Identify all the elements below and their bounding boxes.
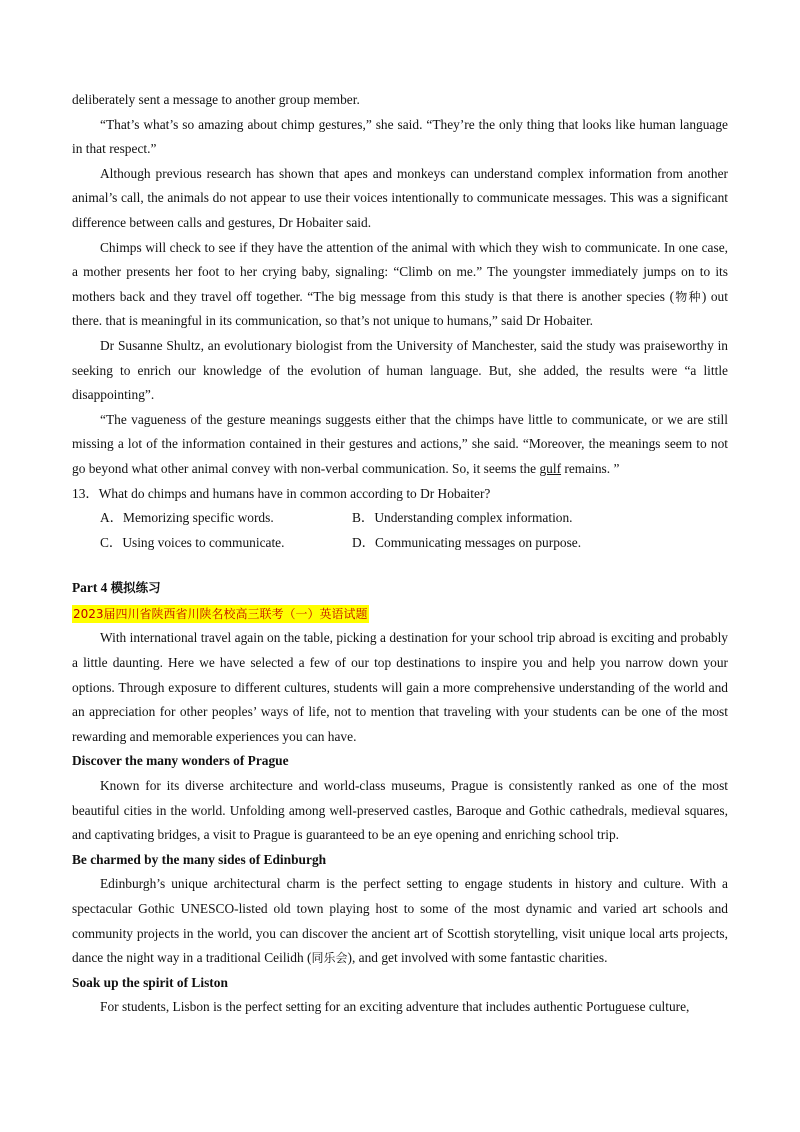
paragraph: Although previous research has shown that apes and monkeys can understand complex information from another animal’s call, the animals do not appear to use their voices intentionally to communicate messages. This was a significant difference between calls and gestures, Dr Hobaiter said. bbox=[72, 165, 728, 230]
text-run: “The vagueness of the gesture meanings suggests either that the chimps have little to communicate, or we are still missing a lot of the information contained in their gestures and actions,” she said. “Moreover, the meanings seem to not go beyond what other animal convey with non-verbal communication. So, it seems the bbox=[72, 411, 728, 476]
question-stem: 13．What do chimps and humans have in common according to Dr Hobaiter? bbox=[72, 485, 491, 501]
option-c: C．Using voices to communicate. bbox=[100, 534, 285, 550]
text-run: Chimps will check to see if they have the attention of the animal with which they wish to communicate. In one case, a mother presents her foot to her crying baby, signaling: “Climb on me.” The youngster immediately jumps on to its mothers back and they travel off together. “The big message from this study is that there is another species ( bbox=[72, 239, 728, 304]
option-d: D．Communicating messages on purpose. bbox=[352, 534, 582, 550]
paragraph: “That’s what’s so amazing about chimp gestures,” she said. “They’re the only thing that looks like human language in that respect.” bbox=[72, 116, 728, 157]
chinese-gloss: 同乐会 bbox=[311, 951, 348, 966]
option-a: A．Memorizing specific words. bbox=[100, 510, 274, 526]
part-label-cn: 模拟练习 bbox=[110, 580, 161, 596]
text-run: ), and get involved with some fantastic charities. bbox=[347, 950, 608, 966]
text-run: remains. ” bbox=[561, 460, 620, 476]
source-highlight: 2023届四川省陕西省川陕名校高三联考（一）英语试题 bbox=[73, 606, 368, 621]
paragraph bbox=[72, 408, 728, 482]
document-page bbox=[72, 88, 728, 1020]
paragraph: deliberately sent a message to another group member. bbox=[72, 92, 360, 107]
option-b: B．Understanding complex information. bbox=[352, 510, 573, 526]
section-heading: Be charmed by the many sides of Edinburgh bbox=[72, 851, 327, 867]
paragraph: For students, Lisbon is the perfect setting for an exciting adventure that includes authentic Portuguese culture, bbox=[100, 999, 690, 1015]
underlined-word: gulf bbox=[539, 460, 562, 476]
chinese-gloss: 物种 bbox=[674, 289, 702, 304]
part-label: Part 4 bbox=[72, 580, 111, 596]
text-run: ) out there. that is meaningful in its communication, so that’s not unique to humans,” said Dr Hobaiter. bbox=[72, 288, 728, 329]
paragraph: Dr Susanne Shultz, an evolutionary biologist from the University of Manchester, said the study was praiseworthy in seeking to enrich our knowledge of the evolution of human language. But, she added, the results were “a little disappointing”. bbox=[72, 337, 728, 403]
paragraph bbox=[72, 872, 728, 970]
section-heading: Discover the many wonders of Prague bbox=[72, 753, 289, 769]
paragraph bbox=[72, 236, 728, 334]
paragraph: Known for its diverse architecture and world-class museums, Prague is consistently ranked as one of the most beautiful cities in the world. Unfolding among well-preserved castles, Baroque and Gothic cathedrals, medieval squares, and captivating bridges, a visit to Prague is guaranteed to be an eye opening and enriching school trip. bbox=[72, 778, 728, 843]
text-run: Edinburgh’s unique architectural charm is the perfect setting to engage students in history and culture. With a spectacular Gothic UNESCO-listed old town playing host to some of the most dynamic and varied art schools and community projects in the world, you can discover the ancient art of Scottish storytelling, visit unique local arts projects, dance the night way in a traditional Ceilidh ( bbox=[72, 876, 728, 966]
options-row bbox=[72, 531, 728, 556]
section-heading: Soak up the spirit of Liston bbox=[72, 974, 228, 990]
part-heading bbox=[72, 576, 728, 601]
options-row bbox=[72, 506, 728, 531]
paragraph: With international travel again on the table, picking a destination for your school trip abroad is exciting and probably a little daunting. Here we have selected a few of our top destinations to inspire you and help you narrow down your options. Through exposure to different cultures, students will gain a more comprehensive understanding of the world and an appreciation for other peoples’ ways of life, not to mention that traveling with your students can be one of the most rewarding and memorable experiences you can have. bbox=[72, 630, 728, 744]
source-line bbox=[72, 602, 728, 627]
